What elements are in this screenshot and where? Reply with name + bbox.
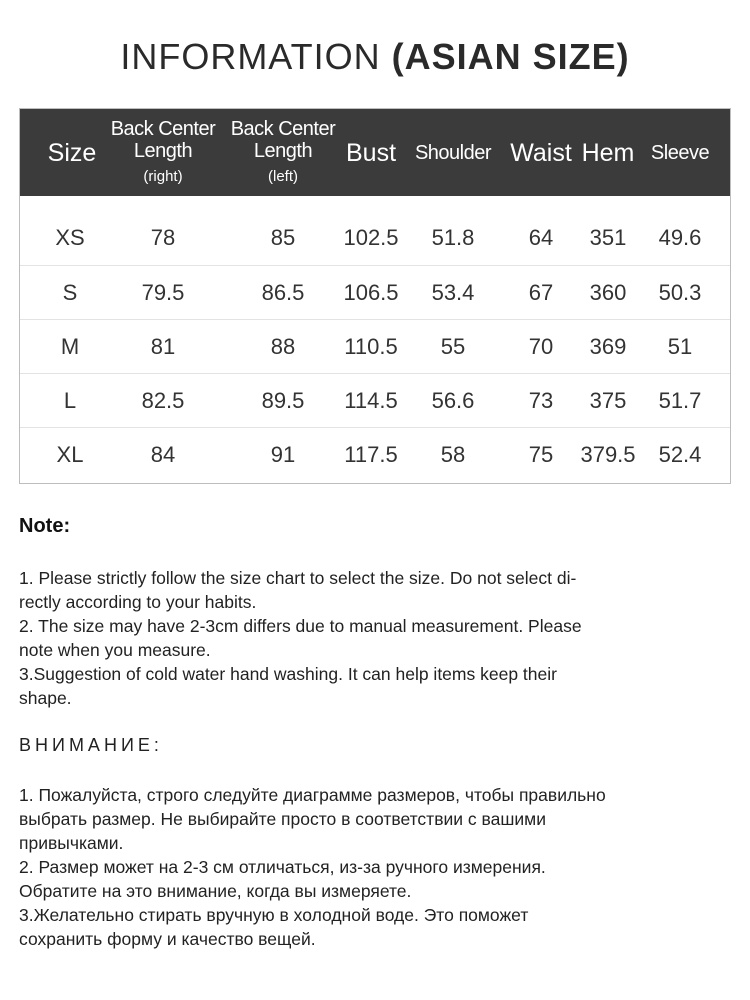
cell-size: L: [63, 388, 77, 413]
header-waist: [506, 109, 576, 196]
ru-note-line: привычками.: [19, 833, 124, 853]
cell-hem: 360: [589, 280, 627, 305]
cell-size: XS: [55, 225, 85, 250]
ru-note-line: Обратите на это внимание, когда вы измеряете.: [19, 881, 412, 901]
ru-note-line: выбрать размер. Не выбирайте просто в соответствии с вашими: [19, 809, 546, 829]
header-back-left-line3: (left): [268, 167, 298, 185]
cell-bust: 102.5: [343, 225, 399, 250]
cell-hem: 351: [589, 225, 627, 250]
cell-sleeve: 49.6: [658, 225, 702, 250]
note-line: 3.Suggestion of cold water hand washing. It can help items keep their: [19, 664, 557, 684]
ru-note-line: сохранить форму и качество вещей.: [19, 929, 316, 949]
header-hem: [576, 109, 640, 196]
cell-back-left: 88: [270, 334, 296, 359]
note-text: [19, 566, 719, 710]
cell-hem: 379.5: [580, 442, 636, 467]
table-row: [20, 373, 730, 427]
cell-size: M: [60, 334, 80, 359]
cell-waist: 67: [528, 280, 554, 305]
ru-note-line: 3.Желательно стирать вручную в холодной воде. Это поможет: [19, 905, 529, 925]
header-hem-label: Hem: [581, 138, 635, 167]
cell-back-left: 85: [270, 225, 296, 250]
cell-back-left: 89.5: [261, 388, 305, 413]
header-back-right: [103, 109, 223, 196]
header-back-right-line1: Back Center: [110, 117, 216, 140]
title-light: INFORMATION: [120, 36, 392, 77]
header-back-right-line2: Length: [133, 139, 193, 162]
header-size-label: Size: [47, 138, 97, 167]
header-back-right-line3: (right): [143, 167, 183, 185]
note-line: 2. The size may have 2-3cm differs due to manual measurement. Please: [19, 616, 582, 636]
ru-note-title: ВНИМАНИЕ:: [19, 735, 163, 755]
cell-shoulder: 58: [440, 442, 466, 467]
cell-bust: 114.5: [344, 388, 398, 413]
note-line: rectly according to your habits.: [19, 592, 257, 612]
cell-size: S: [62, 280, 78, 305]
cell-waist: 70: [528, 334, 554, 359]
note-line: note when you measure.: [19, 640, 211, 660]
header-back-left: [223, 109, 343, 196]
note-line: shape.: [19, 688, 72, 708]
ru-note-line: 2. Размер может на 2-3 см отличаться, из-за ручного измерения.: [19, 857, 546, 877]
ru-note-line: 1. Пожалуйста, строго следуйте диаграмме размеров, чтобы правильно: [19, 785, 606, 805]
cell-size: XL: [56, 442, 84, 467]
cell-back-right: 79.5: [141, 280, 185, 305]
ru-note-text: [19, 783, 719, 951]
cell-shoulder: 53.4: [431, 280, 475, 305]
cell-waist: 75: [528, 442, 554, 467]
header-shoulder-label: Shoulder: [414, 141, 492, 164]
page-title: [0, 36, 750, 78]
cell-sleeve: 51.7: [658, 388, 702, 413]
table-row: [20, 211, 730, 265]
cell-bust: 106.5: [343, 280, 399, 305]
cell-shoulder: 51.8: [431, 225, 475, 250]
table-header: [20, 109, 730, 196]
title-bold: (ASIAN SIZE): [391, 36, 630, 77]
cell-shoulder: 56.6: [431, 388, 475, 413]
header-back-left-line2: Length: [253, 139, 313, 162]
table-row: [20, 265, 730, 319]
header-waist-label: Waist: [510, 138, 572, 167]
table-row: [20, 319, 730, 373]
table-row: [20, 427, 730, 481]
cell-back-right: 78: [150, 225, 176, 250]
header-bust-label: Bust: [345, 138, 397, 167]
header-back-left-line1: Back Center: [230, 117, 336, 140]
size-table: [19, 108, 731, 484]
note-line: 1. Please strictly follow the size chart to select the size. Do not select di-: [19, 568, 577, 588]
cell-sleeve: 51: [667, 334, 693, 359]
cell-waist: 73: [528, 388, 554, 413]
cell-back-right: 82.5: [141, 388, 185, 413]
header-shoulder: [404, 109, 502, 196]
header-sleeve: [640, 109, 720, 196]
cell-hem: 369: [589, 334, 627, 359]
cell-back-right: 84: [150, 442, 176, 467]
cell-bust: 117.5: [344, 442, 398, 467]
cell-back-right: 81: [150, 334, 176, 359]
cell-back-left: 91: [270, 442, 296, 467]
cell-waist: 64: [528, 225, 554, 250]
header-sleeve-label: Sleeve: [650, 141, 710, 164]
cell-sleeve: 50.3: [658, 280, 702, 305]
cell-shoulder: 55: [440, 334, 466, 359]
cell-hem: 375: [589, 388, 627, 413]
cell-bust: 110.5: [344, 334, 398, 359]
cell-sleeve: 52.4: [658, 442, 702, 467]
header-bust: [340, 109, 402, 196]
note-title: Note:: [19, 515, 71, 537]
cell-back-left: 86.5: [261, 280, 305, 305]
